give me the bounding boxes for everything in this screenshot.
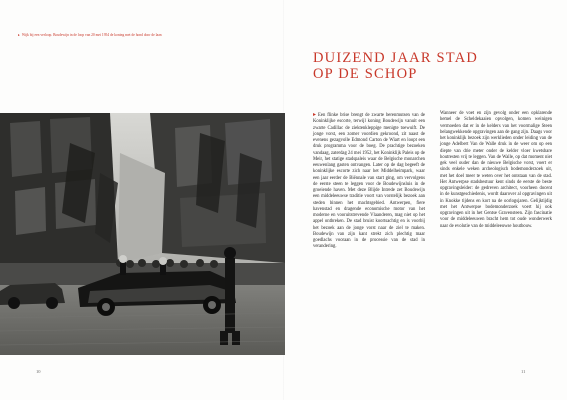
body-column-left xyxy=(313,112,425,251)
chapter-title xyxy=(313,51,553,82)
col1-text: Een flinke brise brengt de zwarte berenmutsen van de Koninklijke escorte, terwijl koning Boudewijn vanuit een zwarte Cadillac de ziektenkleppige menigte toewuift. De jonge vorst, een zomer voordien gekroond, zit naast de evenens gezagvolle Edmond Carton de Wiart en loopt een druk programma voor de boeg. De prachtige bezoeken vandaag, zaterdag 24 mei 1952, het Koninklijk Paleis op de Meir, het statige stadspaleis waar de Belgische monarchen eeuwenlang gasten ontvangen. Later op de dag begeeft de koninklijke escorte zich naar het Middelheimpark, waar een jaar eerder de Biënnale van start ging, om vervolgens de eerste steen te leggen voor de Boudewijnsluis in de groeiende haven. Met deze Blijde Intrede zet Boudewijn een middeleeuwse traditie voort van vorstelijk bezoek aan steden binnen het machtsgebied. Antwerpen, fiere havenstad en dragende economische motor van het moderne en vooruitstrevende Vlaanderen, mag niet op het appel ontbreken. De stad bruist koortsachtig en is voorbij het bezoek aan de jonge vorst naar de ziel te maken. Boudewijn van zijn kant strekt zich plechtig maar goedlachs vooraan in de processie van de stad in verandering. xyxy=(313,113,425,250)
col2-text: Wanneer de voet en zijn gevolg onder een opklarende hemel de Scheldekaaien opvolgen, komen weinigen vermoeden dat er in de kelders van het voormalige Steen belangwekkende opgravingen aan de gang zijn. Daags voor het koninklijk bezoek zijn werklieden onder leiding van de jonge Adelbert Van de Walle druk in de weer om op een diepte van drie meter onder de kelder vloer kwetsbare houtresten vrij te leggen. Van de Walle, op dat moment niet gek veel ouder dan de nieuwe Belgische vorst, voert er sinds enkele weken archeologisch bodemonderzoek uit, met het doel meer te weten over het ontstaan van de stad. Het Antwerpse stadsbestuur kent sinds de eerste de beste opgravingsleider: de gedreven architect, voorheen docent in de kunstgeschiedenis, wordt daarover al opgravingen uit in Knokke tijdens en kort na de oorlogsjaren. Gelijktijdig met het Antwerpse bodemonderzoek voert hij ook opgravingen uit in het Gentse Gravensteen. Zijn fascinatie voor de middeleeuwen bracht hem tot oude wonderwerk naar de evolutie van de middeleeuwse houtbouw. xyxy=(440,111,552,229)
title-line-2: OP DE SCHOP xyxy=(313,65,418,82)
photo-caption xyxy=(18,33,288,38)
caption-text: Wijk bij een verloop. Boudewijn in de loop van 20 mei 1954 de koning met de hond door de laan xyxy=(21,33,162,37)
title-line-1: DUIZEND JAAR STAD xyxy=(313,50,479,66)
page-number-right: 11 xyxy=(521,369,526,374)
historical-photo xyxy=(0,113,285,355)
caption-arrow-icon: ▸ xyxy=(18,33,20,37)
parade-photo-illustration xyxy=(0,113,285,355)
paragraph-bullet-icon: ▸ xyxy=(313,112,317,118)
body-column-right xyxy=(440,111,552,230)
page-number-left: 10 xyxy=(36,369,41,374)
